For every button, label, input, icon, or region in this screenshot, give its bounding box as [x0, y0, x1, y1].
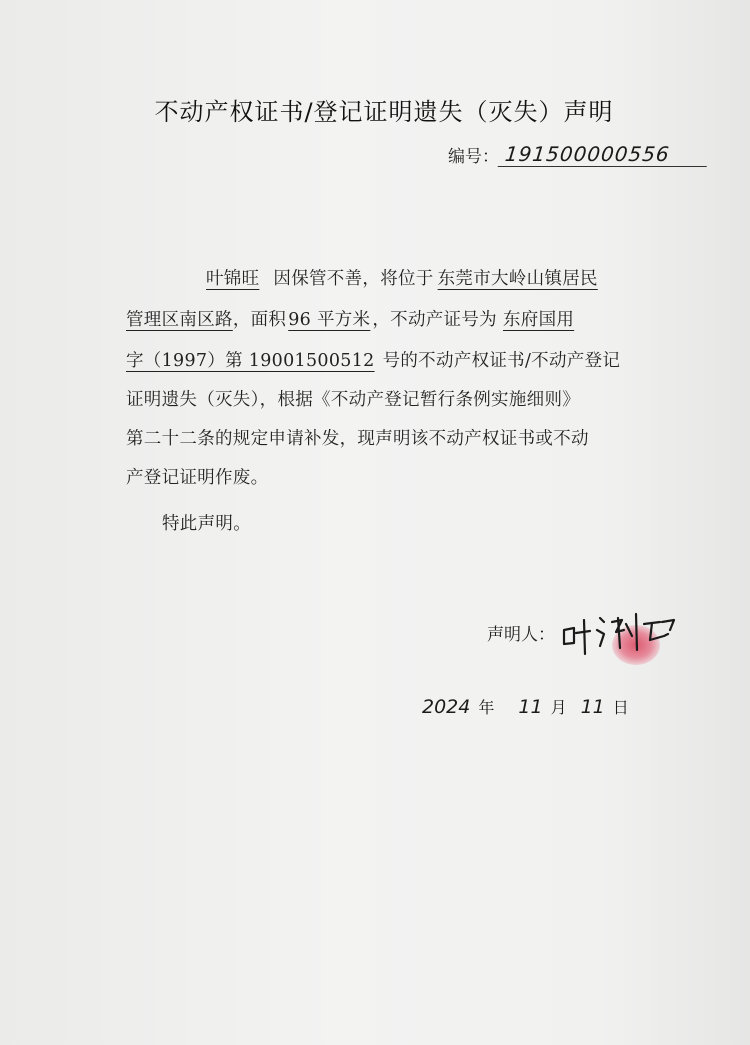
body-text-2: ，面积	[232, 310, 287, 330]
cert-number-part-2: 字（1997）第 19001500512	[126, 351, 375, 371]
body-line-1	[126, 265, 598, 290]
body-line-2	[126, 306, 574, 331]
body-text-4: 号的不动产权证书/不动产登记	[382, 351, 621, 371]
document-title: 不动产权证书/登记证明遗失（灭失）声明	[154, 98, 614, 126]
date-year-unit: 年	[478, 698, 495, 717]
serial-number-row	[448, 142, 708, 167]
handwritten-signature	[560, 606, 685, 656]
body-line-6: 产登记证明作废。	[126, 468, 269, 488]
declarant-label: 声明人：	[487, 625, 555, 645]
body-text-1: 因保管不善，将位于	[273, 269, 434, 289]
area-value: 96 平方米	[288, 310, 371, 330]
cert-number-part-1: 东府国用	[502, 310, 575, 330]
date-month: 11	[518, 696, 543, 718]
closing-statement: 特此声明。	[162, 514, 251, 534]
location-part-1: 东莞市大岭山镇居民	[437, 269, 598, 289]
body-text-3: ，不动产证号为	[372, 310, 497, 330]
owner-name: 叶锦旺	[206, 269, 260, 289]
serial-value: 191500000556	[498, 142, 709, 167]
body-line-4: 证明遗失（灭失），根据《不动产登记暂行条例实施细则》	[126, 390, 581, 410]
date-month-unit: 月	[550, 698, 567, 717]
location-part-2: 管理区南区路	[126, 310, 233, 330]
date-day: 11	[580, 696, 605, 718]
date-row	[422, 695, 643, 718]
date-year: 2024	[422, 696, 471, 718]
body-line-5: 第二十二条的规定申请补发，现声明该不动产权证书或不动	[126, 429, 589, 449]
serial-label: 编号：	[448, 147, 499, 167]
body-line-3	[126, 347, 620, 372]
date-day-unit: 日	[612, 698, 629, 717]
